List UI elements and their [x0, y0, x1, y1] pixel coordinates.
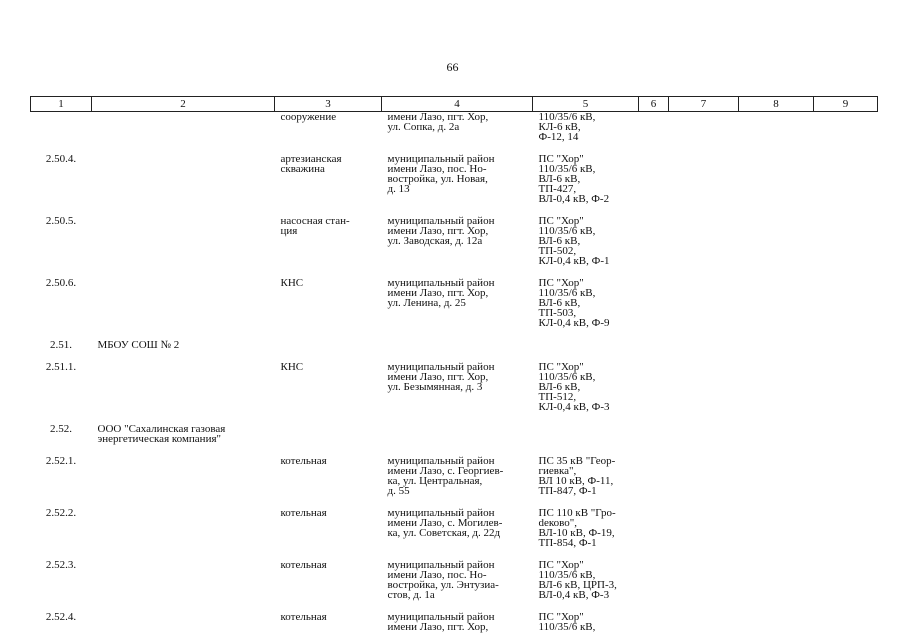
- row-number: 2.52.: [50, 423, 72, 435]
- object-type: [275, 424, 382, 456]
- row-number: [31, 112, 92, 155]
- table-row: [31, 112, 878, 155]
- power-source: ПС "Хор" 110/35/6 кВ, ВЛ-6 кВ, ТП-502, КЛ-0,4 кВ, Ф-1: [538, 215, 610, 267]
- page-number: 66: [446, 60, 459, 74]
- table-row: [31, 362, 878, 424]
- object-address: [382, 424, 533, 456]
- object-type: КНС: [280, 277, 304, 289]
- table-row: [31, 508, 878, 560]
- owner-name: [92, 362, 275, 424]
- owner-name: МБОУ СОШ № 2: [97, 339, 180, 351]
- table-header: [31, 97, 878, 112]
- row-number: 2.50.4.: [45, 153, 77, 165]
- header-col-2: 2: [92, 97, 275, 112]
- header-col-7: 7: [669, 97, 739, 112]
- power-source: ПС "Хор" 110/35/6 кВ, ВЛ-6 кВ, ТП-427, ВЛ-0,4 кВ, Ф-2: [538, 153, 610, 205]
- header-col-6: 6: [639, 97, 669, 112]
- row-number: 2.52.4.: [45, 611, 77, 623]
- table-body: [31, 112, 878, 633]
- row-number: 2.51.1.: [45, 361, 77, 373]
- power-source: ПС 110 кВ "Гро- dеково", ВЛ-10 кВ, Ф-19, ТП-854, Ф-1: [538, 507, 616, 549]
- power-source: ПС "Хор" 110/35/6 кВ,: [538, 611, 596, 633]
- power-source: ПС "Хор" 110/35/6 кВ, ВЛ-6 кВ, ТП-503, КЛ-0,4 кВ, Ф-9: [538, 277, 610, 329]
- object-type: КНС: [280, 361, 304, 373]
- row-number: 2.52.1.: [45, 455, 77, 467]
- row-number: 2.52.3.: [45, 559, 77, 571]
- owner-name: [92, 112, 275, 155]
- owner-name: [92, 508, 275, 560]
- owner-name: [92, 154, 275, 216]
- object-address: муниципальный район имени Лазо, пгт. Хор, ул. Заводская, д. 12а: [387, 215, 495, 247]
- table-row: [31, 278, 878, 340]
- header-col-1: 1: [31, 97, 92, 112]
- header-col-8: 8: [739, 97, 814, 112]
- owner-name: ООО "Сахалинская газовая энергетическая компания": [97, 423, 226, 445]
- header-col-4: 4: [382, 97, 533, 112]
- power-source: ПС "Хор" 110/35/6 кВ, ВЛ-6 кВ, ТП-512, КЛ-0,4 кВ, Ф-3: [538, 361, 610, 413]
- header-col-9: 9: [814, 97, 878, 112]
- table-row: [31, 456, 878, 508]
- table-row: [31, 340, 878, 362]
- table-row: [31, 612, 878, 632]
- owner-name: [92, 456, 275, 508]
- owner-name: [92, 612, 275, 632]
- table-row: [31, 154, 878, 216]
- owner-name: [92, 216, 275, 278]
- row-number: 2.51.: [50, 339, 72, 351]
- object-address: муниципальный район имени Лазо, пгт. Хор, ул. Ленина, д. 25: [387, 277, 495, 309]
- object-type: котельная: [280, 611, 327, 623]
- table-row: [31, 424, 878, 456]
- object-address: муниципальный район имени Лазо, пгт. Хор,: [387, 611, 495, 633]
- object-address: имени Лазо, пгт. Хор, ул. Сопка, д. 2а: [387, 111, 489, 133]
- object-address: муниципальный район имени Лазо, пос. Но- востройка, ул. Энтузиа- стов, д. 1а: [387, 559, 499, 601]
- object-address: [382, 340, 533, 362]
- table-row: [31, 560, 878, 612]
- header-col-3: 3: [275, 97, 382, 112]
- power-source: ПС "Хор" 110/35/6 кВ, ВЛ-6 кВ, ЦРП-3, ВЛ-0,4 кВ, Ф-3: [538, 559, 617, 601]
- object-type: котельная: [280, 507, 327, 519]
- object-type: артезианская скважина: [280, 153, 342, 175]
- object-type: котельная: [280, 455, 327, 467]
- object-type: насосная стан- ция: [280, 215, 350, 237]
- owner-name: [92, 560, 275, 612]
- power-source: [533, 424, 639, 456]
- object-address: муниципальный район имени Лазо, с. Могилев- ка, ул. Советская, д. 22д: [387, 507, 503, 539]
- row-number: 2.50.6.: [45, 277, 77, 289]
- object-address: муниципальный район имени Лазо, пос. Но- востройка, ул. Новая, д. 13: [387, 153, 495, 195]
- object-type: котельная: [280, 559, 327, 571]
- object-address: муниципальный район имени Лазо, пгт. Хор, ул. Безымянная, д. 3: [387, 361, 495, 393]
- table-row: [31, 216, 878, 278]
- row-number: 2.52.2.: [45, 507, 77, 519]
- power-source: ПС 35 кВ "Геор- гиевка", ВЛ 10 кВ, Ф-11, ТП-847, Ф-1: [538, 455, 616, 497]
- owner-name: [92, 278, 275, 340]
- power-source: 110/35/6 кВ, КЛ-6 кВ, Ф-12, 14: [538, 111, 596, 143]
- object-type: [275, 340, 382, 362]
- header-col-5: 5: [533, 97, 639, 112]
- object-type: сооружение: [280, 111, 337, 123]
- power-source: [533, 340, 639, 362]
- row-number: 2.50.5.: [45, 215, 77, 227]
- object-address: муниципальный район имени Лазо, с. Георгиев- ка, ул. Центральная, д. 55: [387, 455, 504, 497]
- objects-table: [30, 96, 878, 632]
